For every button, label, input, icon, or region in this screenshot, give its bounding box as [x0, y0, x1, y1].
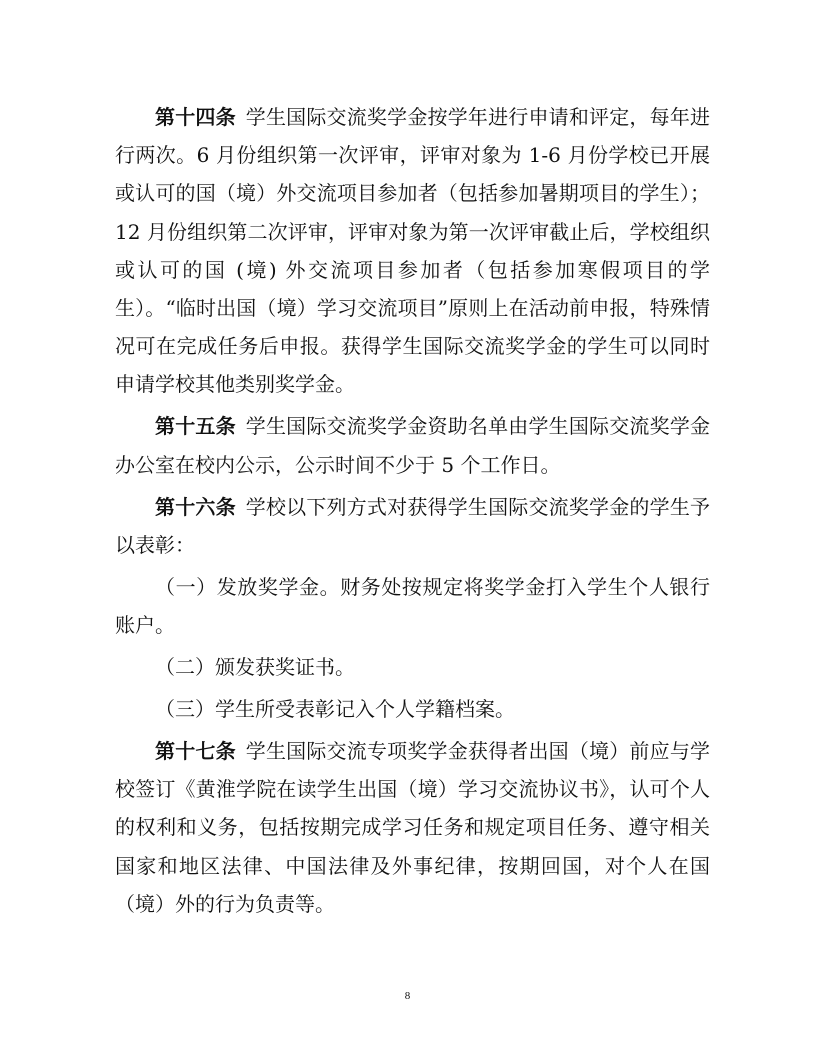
- list-item-2: [115, 648, 710, 686]
- article-16-text: 学校以下列方式对获得学生国际交流奖学金的学生予以表彰：: [115, 494, 711, 557]
- article-16-paragraph: [115, 488, 710, 564]
- article-14-text: 学生国际交流奖学金按学年进行申请和评定，每年进行两次。6 月份组织第一次评审，评审对象为 1-6 月份学校已开展或认可的国（境）外交流项目参加者（包括参加暑期项目的学生）；12 月份组织第二次评审，评审对象为第一次评审截止后，学校组织或认可的国 (境) 外交流项目参加者（包括参加寒假项目的学生）。“临时出国（境）学习交流项目”原则上在活动前申报，特殊情况可在完成任务后申报。获得学生国际交流奖学金的学生可以同时申请学校其他类别奖学金。: [115, 105, 711, 397]
- article-17-paragraph: [115, 732, 710, 923]
- page-number: 8: [404, 990, 411, 1002]
- document-body: [115, 98, 710, 923]
- list-item-2-text: （二）颁发获奖证书。: [155, 655, 355, 680]
- list-item-3-text: （三）学生所受表彰记入个人学籍档案。: [155, 697, 515, 722]
- list-item-1-text: （一）发放奖学金。财务处按规定将奖学金打入学生个人银行账户。: [115, 574, 710, 638]
- list-item-3: [115, 690, 710, 728]
- article-15-heading: 第十五条: [155, 414, 236, 439]
- article-15-text: 学生国际交流奖学金资助名单由学生国际交流奖学金办公室在校内公示，公示时间不少于 5 个工作日。: [115, 414, 711, 477]
- article-14-heading: 第十四条: [155, 105, 236, 129]
- article-16-heading: 第十六条: [155, 494, 236, 519]
- article-17-text: 学生国际交流专项奖学金获得者出国（境）前应与学校签订《黄淮学院在读学生出国（境）学习交流协议书》，认可个人的权利和义务，包括按期完成学习任务和规定项目任务、遵守相关国家和地区法律、中国法律及外事纪律，按期回国，对个人在国（境）外的行为负责等。: [115, 739, 711, 916]
- article-14-paragraph: [115, 98, 710, 404]
- article-15-paragraph: [115, 407, 710, 483]
- article-17-heading: 第十七条: [155, 739, 236, 764]
- list-item-1: [115, 568, 710, 644]
